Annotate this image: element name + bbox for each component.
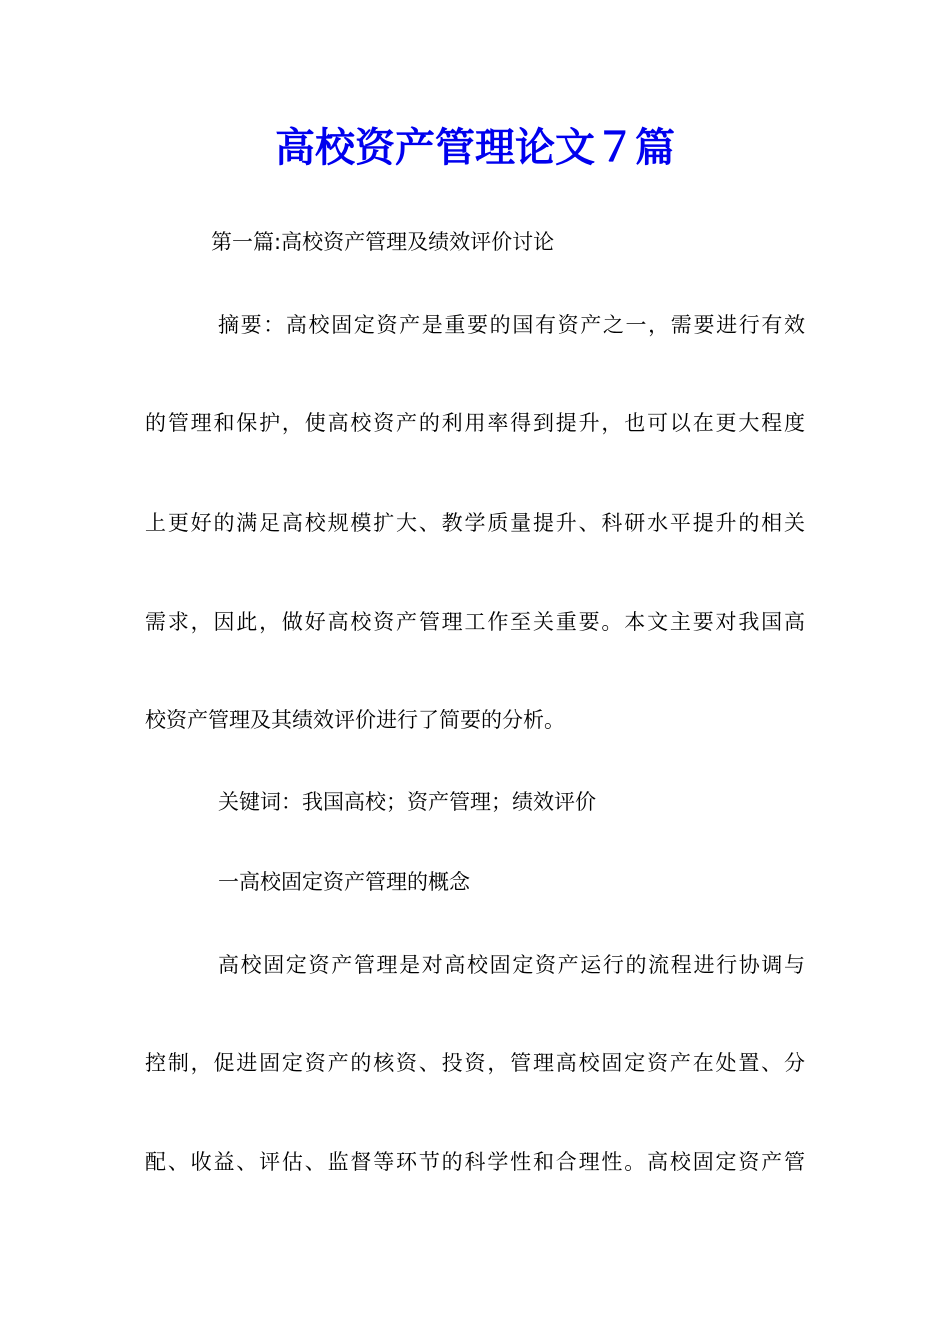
abstract-line-5: 校资产管理及其绩效评价进行了简要的分析。 bbox=[145, 708, 565, 732]
abstract-line-2: 的管理和保护，使高校资产的利用率得到提升，也可以在更大程度 bbox=[145, 411, 805, 435]
body-line-2: 控制，促进固定资产的核资、投资，管理高校固定资产在处置、分 bbox=[145, 1051, 805, 1075]
document-title: 高校资产管理论文７篇 bbox=[275, 124, 675, 171]
abstract-line-1: 摘要：高校固定资产是重要的国有资产之一，需要进行有效 bbox=[218, 313, 805, 337]
section-heading-first: 第一篇:高校资产管理及绩效评价讨论 bbox=[211, 230, 555, 254]
abstract-line-3: 上更好的满足高校规模扩大、教学质量提升、科研水平提升的相关 bbox=[145, 511, 805, 535]
section-heading-concept: 一高校固定资产管理的概念 bbox=[218, 870, 470, 894]
body-line-1: 高校固定资产管理是对高校固定资产运行的流程进行协调与 bbox=[218, 953, 805, 977]
abstract-line-4: 需求，因此，做好高校资产管理工作至关重要。本文主要对我国高 bbox=[145, 610, 805, 634]
keywords-line: 关键词：我国高校；资产管理；绩效评价 bbox=[218, 790, 596, 814]
body-line-3: 配、收益、评估、监督等环节的科学性和合理性。高校固定资产管 bbox=[145, 1150, 805, 1174]
